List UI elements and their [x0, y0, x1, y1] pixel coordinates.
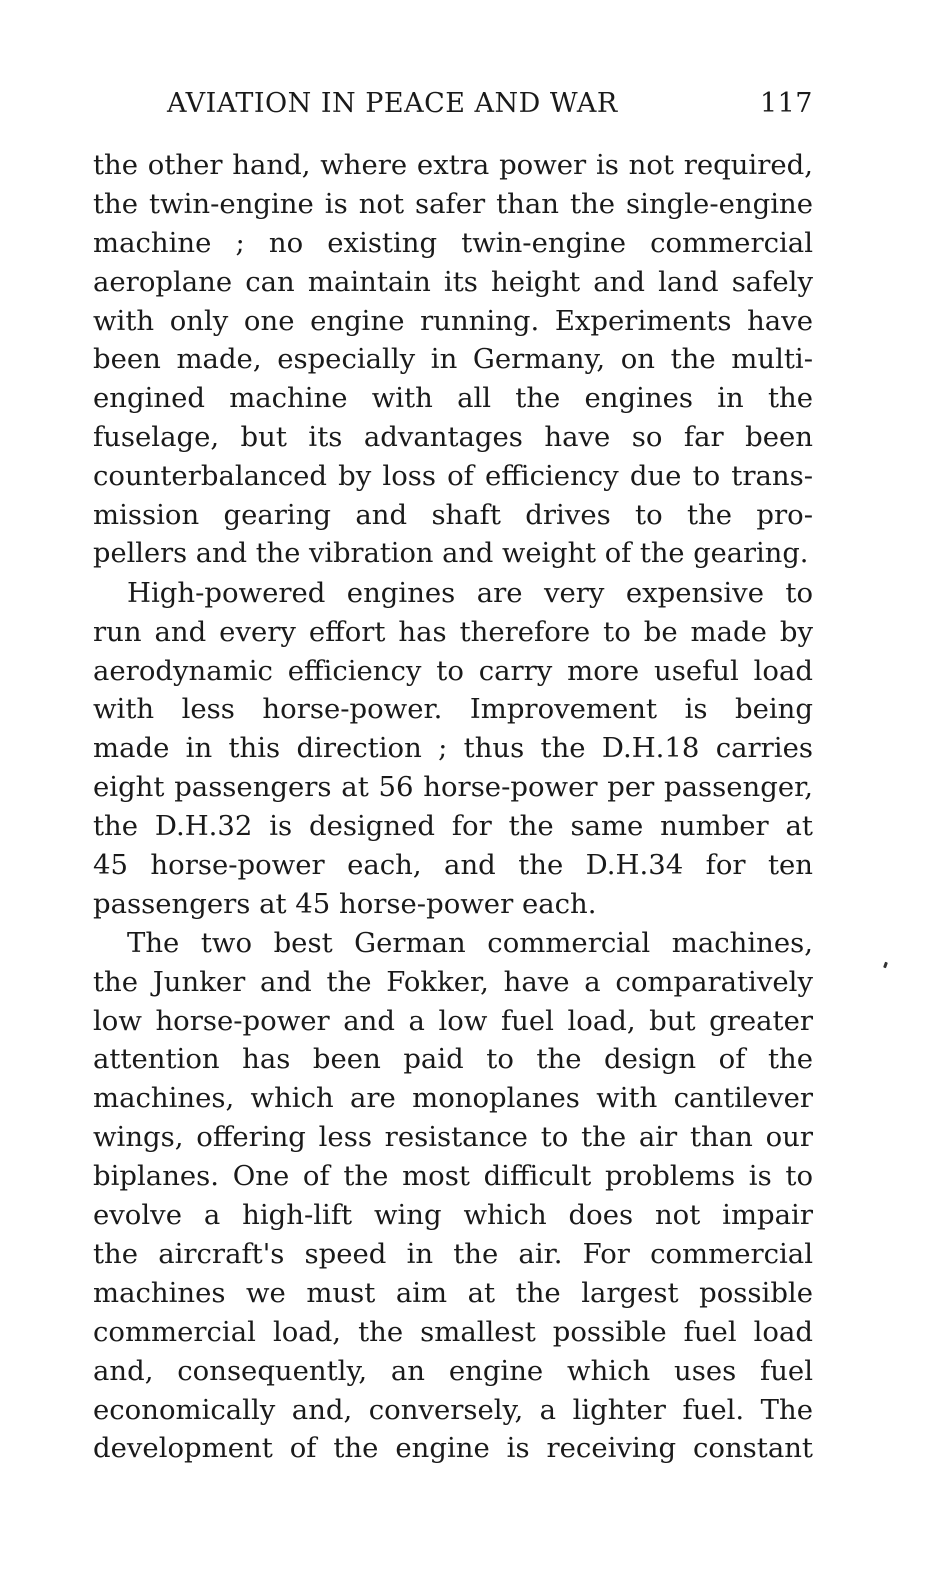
text-line: with less horse-power. Improvement is being [93, 693, 813, 726]
text-line: machines we must aim at the largest possible [93, 1276, 813, 1309]
text-line: wings, offering less resistance to the air than our [93, 1121, 813, 1154]
text-line: passengers at 45 horse-power each. [93, 887, 597, 920]
page-number: 117 [759, 88, 813, 119]
running-head: AVIATION IN PEACE AND WAR [167, 88, 618, 119]
text-line: machines, which are monoplanes with cantilever [93, 1082, 813, 1115]
ink-speck [883, 962, 888, 969]
text-line: run and every effort has therefore to be made by [93, 615, 813, 648]
text-line: with only one engine running. Experiments have [93, 304, 813, 337]
body-text [93, 146, 813, 1468]
text-line: commercial load, the smallest possible fuel load [93, 1315, 813, 1348]
text-line: aeroplane can maintain its height and land safely [93, 265, 813, 298]
text-line: low horse-power and a low fuel load, but greater [93, 1004, 813, 1037]
text-line: mission gearing and shaft drives to the pro- [93, 499, 813, 532]
text-line: the twin-engine is not safer than the single-engine [93, 187, 813, 220]
text-line: and, consequently, an engine which uses fuel [93, 1354, 813, 1387]
text-line: counterbalanced by loss of efficiency due to trans- [93, 460, 813, 493]
page-header [93, 88, 813, 132]
text-line: development of the engine is receiving constant [93, 1432, 813, 1465]
paragraph-start-line: The two best German commercial machines, [127, 926, 813, 959]
text-line: made in this direction ; thus the D.H.18 carries [93, 732, 813, 765]
text-line: engined machine with all the engines in the [93, 382, 813, 415]
text-line: the aircraft's speed in the air. For commercial [93, 1237, 813, 1270]
text-line: machine ; no existing twin-engine commercial [93, 226, 813, 259]
text-line: been made, especially in Germany, on the multi- [93, 343, 813, 376]
paragraph-start-line: High-powered engines are very expensive to [127, 576, 813, 609]
text-line: eight passengers at 56 horse-power per passenger, [93, 771, 813, 804]
text-line: pellers and the vibration and weight of the gearing. [93, 537, 809, 569]
text-line: the Junker and the Fokker, have a comparatively [93, 965, 813, 998]
text-line: economically and, conversely, a lighter fuel. The [93, 1393, 813, 1426]
text-line: biplanes. One of the most difficult problems is to [93, 1160, 813, 1193]
text-line: attention has been paid to the design of the [93, 1043, 813, 1076]
text-line: the D.H.32 is designed for the same number at [93, 810, 813, 843]
text-line: evolve a high-lift wing which does not impair [93, 1199, 813, 1232]
text-line: aerodynamic efficiency to carry more useful load [93, 654, 813, 687]
text-line: the other hand, where extra power is not required, [93, 149, 813, 181]
text-line: fuselage, but its advantages have so far been [93, 421, 813, 454]
text-line: 45 horse-power each, and the D.H.34 for ten [93, 849, 813, 882]
